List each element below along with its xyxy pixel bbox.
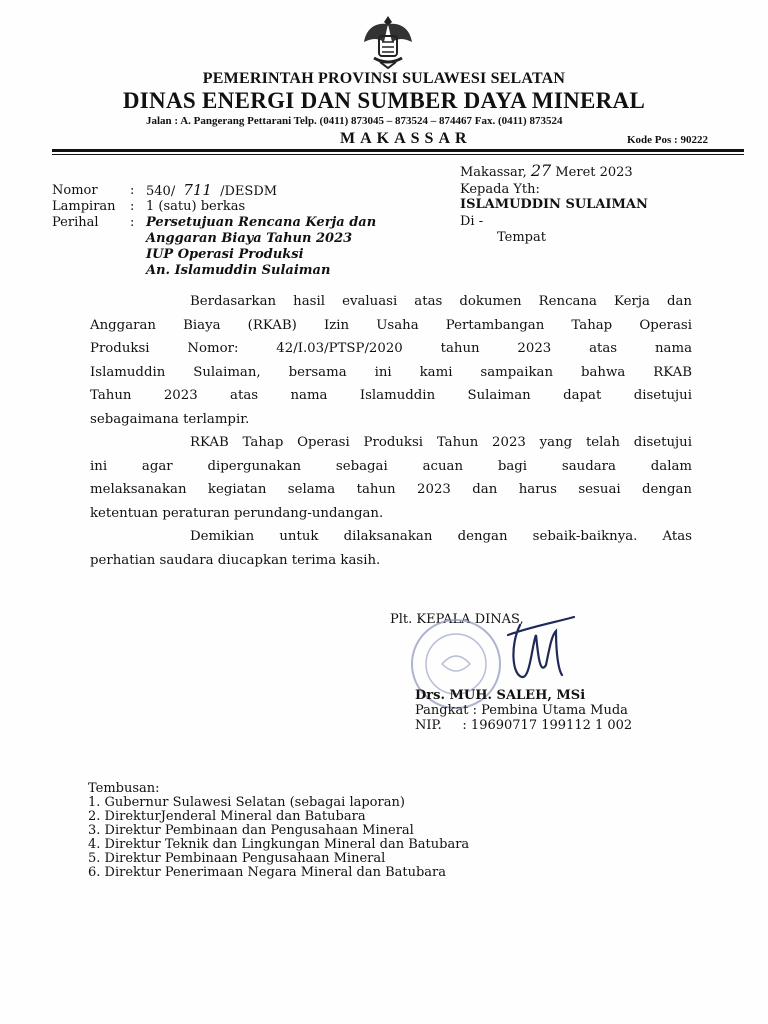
agency-city: MAKASSAR	[340, 130, 472, 147]
recipient-name: ISLAMUDDIN SULAIMAN	[460, 197, 648, 212]
date-prefix: Makassar,	[460, 165, 527, 180]
p2-line: ini agar dipergunakan sebagai acuan bagi saudara dalam	[90, 458, 692, 474]
p1-line: Anggaran Biaya (RKAB) Izin Usaha Pertambangan Tahap Operasi	[90, 317, 692, 333]
perihal-line-1: Persetujuan Rencana Kerja dan	[146, 215, 377, 230]
government-name: PEMERINTAH PROVINSI SULAWESI SELATAN	[202, 70, 566, 87]
p3-line: perhatian saudara diucapkan terima kasih.	[90, 552, 381, 568]
nomor-handwritten: 711	[183, 181, 212, 199]
body-paragraph-1	[90, 290, 692, 431]
p1-line: Islamuddin Sulaiman, bersama ini kami sampaikan bahwa RKAB	[90, 364, 692, 380]
recipient-at: Di -	[460, 214, 484, 229]
nomor-label: Nomor	[52, 183, 98, 198]
cc-item: 1. Gubernur Sulawesi Selatan (sebagai laporan)	[88, 795, 405, 810]
cc-item: 4. Direktur Teknik dan Lingkungan Mineral dan Batubara	[88, 837, 470, 852]
p1-line: sebagaimana terlampir.	[90, 411, 250, 427]
p1-line: Tahun 2023 atas nama Islamuddin Sulaiman dapat disetujui	[90, 388, 692, 403]
agency-address: Jalan : A. Pangerang Pettarani Telp. (0411) 873045 – 873524 – 874467 Fax. (0411) 873524	[146, 115, 563, 127]
signatory-rank: Pangkat : Pembina Utama Muda	[415, 703, 628, 718]
agency-name: DINAS ENERGI DAN SUMBER DAYA MINERAL	[122, 88, 646, 113]
signatory-name: Drs. MUH. SALEH, MSi	[415, 688, 586, 703]
perihal-line-3: IUP Operasi Produksi	[146, 247, 304, 262]
nomor-prefix: 540/	[146, 184, 176, 199]
p2-line: ketentuan peraturan perundang-undangan.	[90, 505, 384, 521]
p1-line: Berdasarkan hasil evaluasi atas dokumen Rencana Kerja dan	[190, 294, 692, 309]
recipient-salutation: Kepada Yth:	[460, 182, 540, 197]
body-paragraph-2	[90, 431, 692, 525]
perihal-line-4: An. Islamuddin Sulaiman	[146, 263, 331, 278]
cc-item: 3. Direktur Pembinaan dan Pengusahaan Mineral	[88, 823, 414, 838]
date-month-year: Meret 2023	[555, 165, 633, 180]
recipient-place: Tempat	[497, 230, 546, 245]
cc-item: 2. DirekturJenderal Mineral dan Batubara	[88, 809, 366, 824]
perihal-line-2: Anggaran Biaya Tahun 2023	[146, 231, 353, 246]
signatory-nip: NIP. : 19690717 199112 1 002	[415, 718, 633, 733]
nomor-suffix: /DESDM	[220, 184, 278, 199]
letterhead-rule-thick	[52, 149, 744, 152]
cc-item: 6. Direktur Penerimaan Negara Mineral dan Batubara	[88, 865, 447, 880]
p3-line: Demikian untuk dilaksanakan dengan sebaik-baiknya. Atas	[190, 529, 692, 544]
handwritten-signature-icon	[500, 605, 580, 695]
letterhead-rule-thin	[52, 154, 744, 155]
nomor-colon: :	[130, 183, 135, 198]
p2-line: RKAB Tahap Operasi Produksi Tahun 2023 yang telah disetujui	[190, 435, 692, 450]
lampiran-colon: :	[130, 199, 135, 214]
cc-title: Tembusan:	[88, 781, 160, 796]
p1-line: Produksi Nomor: 42/I.03/PTSP/2020 tahun 2023 atas nama	[90, 341, 692, 356]
cc-item: 5. Direktur Pembinaan Pengusahaan Mineral	[88, 851, 386, 866]
lampiran-label: Lampiran	[52, 199, 116, 214]
lampiran-value: 1 (satu) berkas	[146, 199, 246, 214]
garuda-emblem-icon	[362, 12, 414, 70]
perihal-colon: :	[130, 215, 135, 230]
date-day-handwritten: 27	[530, 161, 552, 180]
perihal-label: Perihal	[52, 215, 99, 230]
p2-line: melaksanakan kegiatan selama tahun 2023 dan harus sesuai dengan	[90, 482, 692, 497]
body-paragraph-3	[90, 525, 692, 572]
signatory-title: Plt. KEPALA DINAS,	[390, 612, 524, 627]
postal-code: Kode Pos : 90222	[627, 134, 708, 146]
letter-date	[460, 162, 633, 181]
